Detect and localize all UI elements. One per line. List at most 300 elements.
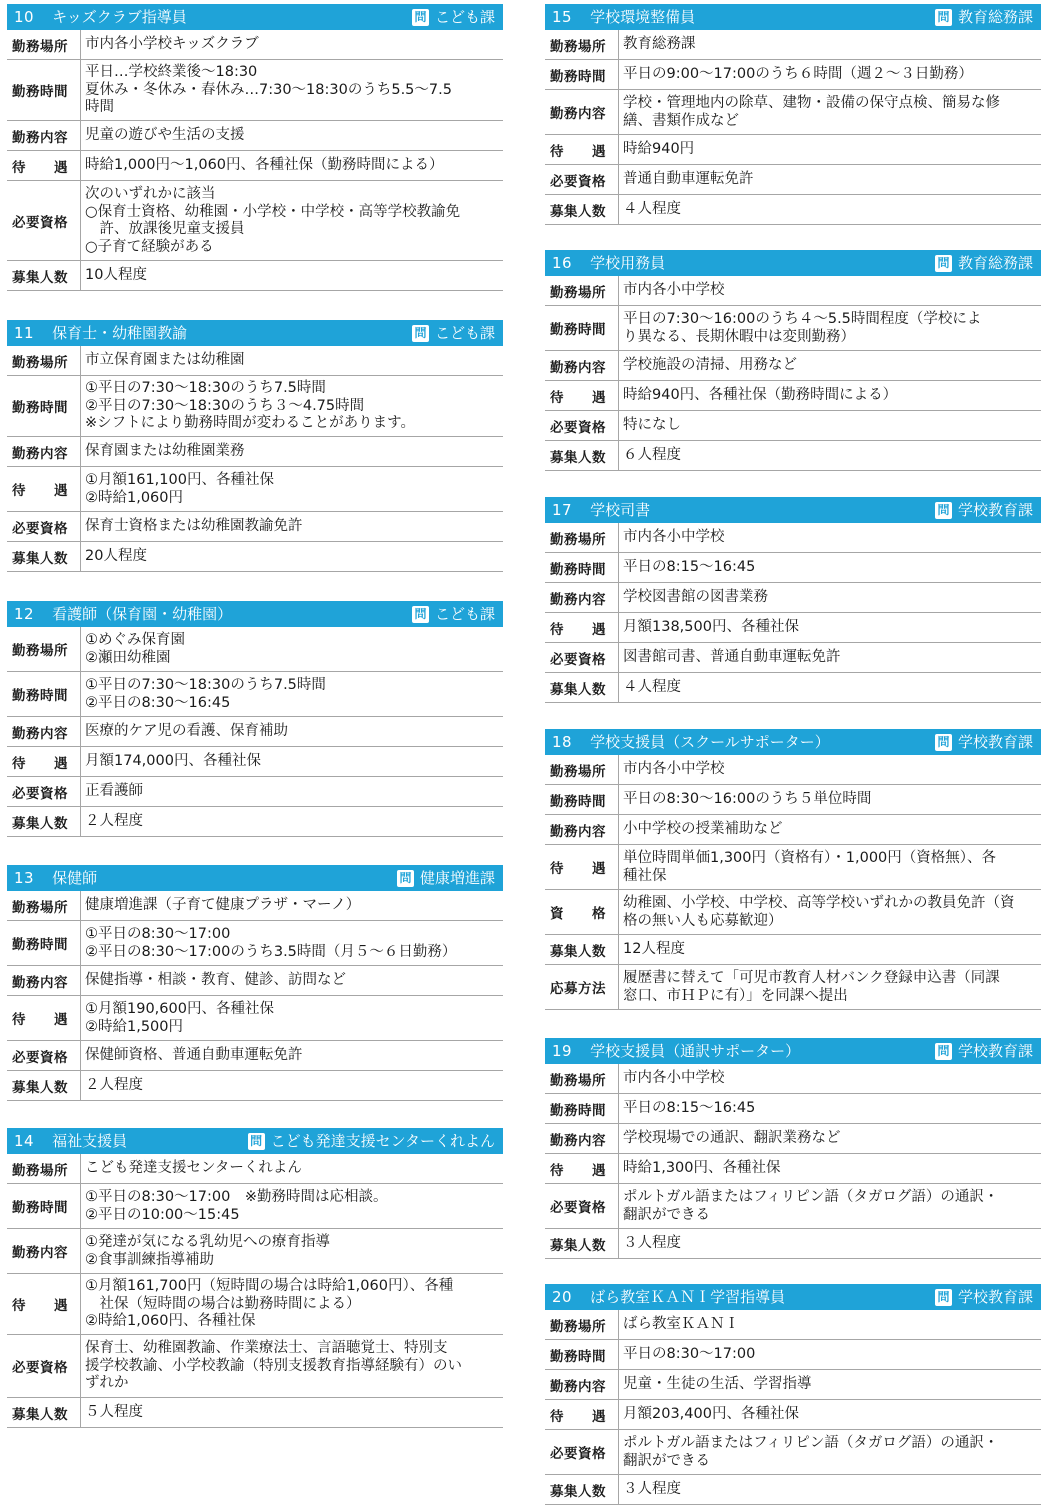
- job-title: 保育士・幼稚園教諭: [52, 324, 188, 342]
- row-label: 必要資格: [7, 512, 81, 541]
- contact-group: [397, 865, 495, 891]
- table-row: [7, 1398, 503, 1428]
- row-value: ばら教室ＫＡＮＩ: [623, 1316, 739, 1333]
- job-card: [7, 4, 503, 291]
- inquiry-icon: 問: [935, 255, 952, 272]
- row-value: 時給940円、各種社保（勤務時間による）: [623, 387, 898, 404]
- row-label: 勤務内容: [545, 815, 619, 844]
- job-card: [7, 601, 503, 837]
- table-row: [7, 672, 503, 717]
- job-number: 18: [552, 733, 573, 751]
- contact-group: [412, 601, 495, 627]
- inquiry-icon: 問: [935, 1043, 952, 1060]
- row-value: 小中学校の授業補助など: [623, 821, 783, 838]
- row-label: 勤務場所: [545, 30, 619, 59]
- job-number: 19: [552, 1042, 573, 1060]
- row-value: ポルトガル語またはフィリピン語（タガログ語）の通訳・ 翻訳ができる: [623, 1435, 999, 1469]
- row-value: こども発達支援センターくれよん: [85, 1160, 302, 1177]
- table-row: [545, 381, 1041, 411]
- table-row: [7, 151, 503, 181]
- table-row: [545, 1310, 1041, 1340]
- row-label: 待 遇: [545, 845, 619, 889]
- table-row: [7, 1071, 503, 1101]
- job-title-group: [14, 320, 187, 346]
- row-value: 児童・生徒の生活、学習指導: [623, 1376, 812, 1393]
- job-card: [545, 1284, 1041, 1505]
- row-label: 勤務時間: [7, 376, 81, 436]
- contact-group: [412, 320, 495, 346]
- contact-group: [935, 250, 1033, 276]
- table-row: [545, 60, 1041, 90]
- job-title: キッズクラブ指導員: [52, 8, 187, 26]
- table-row: [545, 441, 1041, 471]
- job-title-group: [14, 4, 187, 30]
- row-value: 時給940円: [623, 141, 695, 158]
- row-value: ６人程度: [623, 447, 681, 464]
- row-label: 勤務場所: [545, 523, 619, 552]
- row-value: ①月額161,100円、各種社保 ②時給1,060円: [85, 472, 274, 506]
- job-number: 15: [552, 8, 573, 26]
- row-value: 市立保育園または幼稚園: [85, 352, 245, 369]
- row-label: 必要資格: [545, 165, 619, 194]
- table-row: [545, 643, 1041, 673]
- table-row: [7, 1041, 503, 1071]
- table-row: [545, 351, 1041, 381]
- table-row: [545, 965, 1041, 1010]
- row-value: 医療的ケア児の看護、保育補助: [85, 723, 288, 740]
- job-details-table: [7, 1154, 503, 1428]
- row-value: 保育士、幼稚園教諭、作業療法士、言語聴覚士、特別支 援学校教諭、小学校教諭（特別支援教育指導経験有）のい ずれか: [85, 1340, 462, 1392]
- row-label: 勤務内容: [545, 351, 619, 380]
- row-value: ３人程度: [623, 1481, 681, 1498]
- job-number: 16: [552, 254, 573, 272]
- row-value: 学校施設の清掃、用務など: [623, 357, 797, 374]
- job-title: 学校用務員: [590, 254, 666, 272]
- row-label: 勤務場所: [7, 891, 81, 920]
- table-row: [7, 996, 503, 1041]
- row-value: 健康増進課（子育て健康プラザ・マーノ）: [85, 897, 361, 914]
- table-row: [7, 512, 503, 542]
- job-title: ばら教室ＫＡＮＩ学習指導員: [590, 1288, 786, 1306]
- row-value: 普通自動車運転免許: [623, 171, 754, 188]
- row-value: 正看護師: [85, 783, 143, 800]
- contact-department: 学校教育課: [957, 501, 1033, 519]
- table-row: [545, 1475, 1041, 1505]
- table-row: [545, 523, 1041, 553]
- row-label: 勤務場所: [7, 30, 81, 59]
- row-value: ４人程度: [623, 201, 681, 218]
- table-row: [7, 777, 503, 807]
- row-label: 勤務内容: [7, 437, 81, 466]
- row-label: 勤務場所: [545, 1064, 619, 1093]
- row-label: 資 格: [545, 890, 619, 934]
- table-row: [7, 1335, 503, 1398]
- table-row: [545, 583, 1041, 613]
- job-header: [7, 865, 503, 891]
- table-row: [7, 121, 503, 151]
- row-value: 12人程度: [623, 941, 685, 958]
- row-label: 勤務場所: [545, 1310, 619, 1339]
- row-label: 勤務時間: [7, 921, 81, 965]
- table-row: [7, 627, 503, 672]
- row-label: 待 遇: [545, 613, 619, 642]
- job-details-table: [545, 30, 1041, 225]
- table-row: [7, 1274, 503, 1335]
- row-label: 勤務内容: [545, 1124, 619, 1153]
- table-row: [7, 921, 503, 966]
- table-row: [545, 553, 1041, 583]
- row-value: 平日の8:30～16:00のうち５単位時間: [623, 791, 872, 808]
- contact-group: [935, 4, 1033, 30]
- table-row: [545, 165, 1041, 195]
- row-label: 勤務内容: [7, 121, 81, 150]
- row-label: 募集人数: [7, 1398, 81, 1427]
- inquiry-icon: 問: [935, 1289, 952, 1306]
- row-value: ４人程度: [623, 679, 681, 696]
- row-label: 勤務時間: [7, 1184, 81, 1228]
- table-row: [545, 815, 1041, 845]
- table-row: [7, 181, 503, 261]
- table-row: [545, 935, 1041, 965]
- table-row: [545, 1184, 1041, 1229]
- table-row: [545, 1430, 1041, 1475]
- job-details-table: [545, 276, 1041, 471]
- contact-department: 学校教育課: [957, 1042, 1033, 1060]
- job-number: 14: [14, 1132, 35, 1150]
- job-card: [545, 1038, 1041, 1259]
- table-row: [545, 673, 1041, 703]
- row-value: ①平日の7:30～18:30のうち7.5時間 ②平日の8:30～16:45: [85, 677, 326, 711]
- contact-department: こども課: [434, 8, 495, 26]
- job-header: [545, 497, 1041, 523]
- job-header: [7, 601, 503, 627]
- row-value: 図書館司書、普通自動車運転免許: [623, 649, 841, 666]
- job-header: [7, 320, 503, 346]
- inquiry-icon: 問: [935, 9, 952, 26]
- row-label: 待 遇: [7, 996, 81, 1040]
- job-number: 10: [14, 8, 35, 26]
- row-value: 市内各小学校キッズクラブ: [85, 36, 259, 53]
- table-row: [7, 30, 503, 60]
- job-details-table: [545, 1310, 1041, 1505]
- job-title: 学校支援員（通訳サポーター）: [590, 1042, 801, 1060]
- row-value: 時給1,300円、各種社保: [623, 1160, 781, 1177]
- row-value: 履歴書に替えて「可児市教育人材バンク登録申込書（同課 窓口、市ＨＰに有）」を同課へ提出: [623, 970, 1000, 1004]
- job-title-group: [552, 250, 665, 276]
- inquiry-icon: 問: [412, 325, 429, 342]
- inquiry-icon: 問: [935, 502, 952, 519]
- table-row: [7, 1229, 503, 1274]
- row-label: 必要資格: [545, 1430, 619, 1474]
- table-row: [7, 891, 503, 921]
- row-label: 勤務内容: [545, 583, 619, 612]
- row-label: 募集人数: [7, 807, 81, 836]
- row-label: 待 遇: [7, 467, 81, 511]
- table-row: [7, 966, 503, 996]
- row-value: ①発達が気になる乳幼児への療育指導 ②食事訓練指導補助: [85, 1234, 330, 1268]
- contact-department: 教育総務課: [957, 254, 1033, 272]
- job-title-group: [552, 497, 650, 523]
- row-value: 保健指導・相談・教育、健診、訪問など: [85, 972, 346, 989]
- row-value: 次のいずれかに該当 ○保育士資格、幼稚園・小学校・中学校・高等学校教諭免 許、放課後児童支援員 ○子育て経験がある: [85, 186, 461, 255]
- row-label: 勤務内容: [7, 966, 81, 995]
- row-label: 必要資格: [7, 181, 81, 260]
- job-number: 13: [14, 869, 35, 887]
- job-header: [545, 729, 1041, 755]
- row-value: 月額174,000円、各種社保: [85, 753, 261, 770]
- row-label: 募集人数: [545, 935, 619, 964]
- contact-department: こども発達支援センターくれよん: [270, 1132, 495, 1150]
- row-label: 募集人数: [545, 1475, 619, 1504]
- contact-group: [412, 4, 495, 30]
- job-title: 学校環境整備員: [590, 8, 696, 26]
- table-row: [7, 1154, 503, 1184]
- job-details-table: [545, 1064, 1041, 1259]
- row-value: ポルトガル語またはフィリピン語（タガログ語）の通訳・ 翻訳ができる: [623, 1189, 999, 1223]
- row-label: 募集人数: [545, 441, 619, 470]
- row-label: 勤務時間: [545, 553, 619, 582]
- row-label: 募集人数: [7, 1071, 81, 1100]
- row-value: 平日の8:30～17:00: [623, 1346, 756, 1363]
- job-details-table: [7, 346, 503, 572]
- job-title-group: [552, 1038, 800, 1064]
- table-row: [545, 1124, 1041, 1154]
- row-label: 勤務時間: [545, 306, 619, 350]
- row-value: 月額203,400円、各種社保: [623, 1406, 799, 1423]
- row-value: ５人程度: [85, 1404, 143, 1421]
- job-title: 学校支援員（スクールサポーター）: [590, 733, 830, 751]
- row-value: ①めぐみ保育園 ②瀬田幼稚園: [85, 632, 185, 666]
- job-title: 保健師: [52, 869, 98, 887]
- job-card: [7, 320, 503, 572]
- row-value: ２人程度: [85, 1077, 143, 1094]
- row-value: ①月額190,600円、各種社保 ②時給1,500円: [85, 1001, 274, 1035]
- row-value: 時給1,000円～1,060円、各種社保（勤務時間による）: [85, 157, 444, 174]
- table-row: [545, 785, 1041, 815]
- row-value: 学校図書館の図書業務: [623, 589, 768, 606]
- row-value: 月額138,500円、各種社保: [623, 619, 799, 636]
- table-row: [545, 1370, 1041, 1400]
- row-value: 保育士資格または幼稚園教諭免許: [85, 518, 303, 535]
- table-row: [545, 1154, 1041, 1184]
- table-row: [545, 135, 1041, 165]
- job-card: [7, 1128, 503, 1428]
- row-value: ①月額161,700円（短時間の場合は時給1,060円）、各種 社保（短時間の場合は勤務時間による） ②時給1,060円、各種社保: [85, 1278, 454, 1330]
- row-label: 勤務場所: [545, 755, 619, 784]
- row-value: ①平日の8:30～17:00 ②平日の8:30～17:00のうち3.5時間（月５～６日勤務）: [85, 926, 457, 960]
- row-value: 教育総務課: [623, 36, 696, 53]
- contact-group: [935, 1284, 1033, 1310]
- row-label: 勤務時間: [7, 672, 81, 716]
- job-title-group: [14, 1128, 127, 1154]
- job-header: [545, 4, 1041, 30]
- row-label: 待 遇: [7, 151, 81, 180]
- row-label: 待 遇: [7, 1274, 81, 1334]
- row-label: 勤務時間: [545, 1094, 619, 1123]
- row-label: 待 遇: [7, 747, 81, 776]
- row-label: 待 遇: [545, 1154, 619, 1183]
- job-title-group: [552, 4, 695, 30]
- job-card: [545, 4, 1041, 225]
- row-value: 幼稚園、小学校、中学校、高等学校いずれかの教員免許（資 格の無い人も応募歓迎）: [623, 895, 1015, 929]
- inquiry-icon: 問: [248, 1133, 265, 1150]
- row-value: ①平日の7:30～18:30のうち7.5時間 ②平日の7:30～18:30のうち３～4.75時間 ※シフトにより勤務時間が変わることがあります。: [85, 380, 415, 432]
- table-row: [545, 306, 1041, 351]
- row-value: 市内各小中学校: [623, 1070, 725, 1087]
- table-row: [545, 276, 1041, 306]
- table-row: [7, 346, 503, 376]
- job-title-group: [14, 601, 232, 627]
- job-details-table: [545, 523, 1041, 703]
- row-label: 勤務内容: [545, 90, 619, 134]
- table-row: [7, 467, 503, 512]
- row-value: 保育園または幼稚園業務: [85, 443, 245, 460]
- job-title: 福祉支援員: [52, 1132, 128, 1150]
- contact-group: [935, 497, 1033, 523]
- row-label: 待 遇: [545, 381, 619, 410]
- row-value: 市内各小中学校: [623, 529, 725, 546]
- contact-group: [935, 1038, 1033, 1064]
- table-row: [545, 613, 1041, 643]
- row-label: 募集人数: [545, 195, 619, 224]
- row-label: 待 遇: [545, 135, 619, 164]
- row-label: 待 遇: [545, 1400, 619, 1429]
- job-title-group: [14, 865, 97, 891]
- table-row: [545, 1400, 1041, 1430]
- job-details-table: [7, 891, 503, 1101]
- job-header: [7, 4, 503, 30]
- row-value: 平日…学校終業後～18:30 夏休み・冬休み・春休み…7:30～18:30のうち5.5～7.5 時間: [85, 64, 452, 116]
- table-row: [7, 1184, 503, 1229]
- row-label: 勤務内容: [7, 1229, 81, 1273]
- table-row: [545, 411, 1041, 441]
- table-row: [7, 747, 503, 777]
- contact-department: 学校教育課: [957, 733, 1033, 751]
- job-header: [545, 1038, 1041, 1064]
- job-number: 12: [14, 605, 35, 623]
- row-label: 募集人数: [7, 542, 81, 571]
- row-label: 募集人数: [545, 673, 619, 702]
- job-header: [545, 1284, 1041, 1310]
- row-label: 募集人数: [7, 261, 81, 290]
- row-label: 勤務場所: [7, 1154, 81, 1183]
- row-value: 市内各小中学校: [623, 282, 725, 299]
- row-value: 平日の9:00～17:00のうち６時間（週２～３日勤務）: [623, 66, 973, 83]
- row-value: 児童の遊びや生活の支援: [85, 127, 245, 144]
- job-details-table: [7, 627, 503, 837]
- contact-department: 教育総務課: [957, 8, 1033, 26]
- table-row: [545, 890, 1041, 935]
- row-value: 市内各小中学校: [623, 761, 725, 778]
- table-row: [545, 30, 1041, 60]
- row-value: 学校・管理地内の除草、建物・設備の保守点検、簡易な修 繕、書類作成など: [623, 95, 1000, 129]
- table-row: [545, 845, 1041, 890]
- row-value: 平日の7:30～16:00のうち４～5.5時間程度（学校によ り異なる、長期休暇中は変則勤務）: [623, 311, 982, 345]
- table-row: [545, 1094, 1041, 1124]
- inquiry-icon: 問: [397, 870, 414, 887]
- inquiry-icon: 問: [412, 9, 429, 26]
- row-label: 勤務場所: [545, 276, 619, 305]
- table-row: [545, 1229, 1041, 1259]
- row-label: 勤務内容: [7, 717, 81, 746]
- row-label: 募集人数: [545, 1229, 619, 1258]
- table-row: [545, 195, 1041, 225]
- contact-group: [935, 729, 1033, 755]
- row-label: 必要資格: [7, 777, 81, 806]
- job-details-table: [7, 30, 503, 291]
- inquiry-icon: 問: [412, 606, 429, 623]
- job-number: 20: [552, 1288, 573, 1306]
- job-number: 11: [14, 324, 35, 342]
- table-row: [7, 717, 503, 747]
- row-value: 特になし: [623, 417, 681, 434]
- table-row: [545, 1340, 1041, 1370]
- contact-department: こども課: [434, 324, 495, 342]
- job-number: 17: [552, 501, 573, 519]
- row-label: 勤務時間: [7, 60, 81, 120]
- contact-department: 学校教育課: [957, 1288, 1033, 1306]
- job-details-table: [545, 755, 1041, 1010]
- row-label: 必要資格: [545, 643, 619, 672]
- inquiry-icon: 問: [935, 734, 952, 751]
- row-label: 必要資格: [7, 1335, 81, 1397]
- row-label: 勤務時間: [545, 60, 619, 89]
- job-header: [545, 250, 1041, 276]
- job-card: [545, 497, 1041, 703]
- table-row: [545, 1064, 1041, 1094]
- row-value: 平日の8:15～16:45: [623, 1100, 756, 1117]
- row-value: 10人程度: [85, 267, 147, 284]
- row-value: 学校現場での通訳、翻訳業務など: [623, 1130, 841, 1147]
- row-label: 応募方法: [545, 965, 619, 1009]
- table-row: [7, 437, 503, 467]
- row-label: 勤務場所: [7, 346, 81, 375]
- row-value: 20人程度: [85, 548, 147, 565]
- contact-group: [248, 1128, 495, 1154]
- table-row: [7, 807, 503, 837]
- table-row: [545, 90, 1041, 135]
- contact-department: 健康増進課: [419, 869, 495, 887]
- row-label: 勤務時間: [545, 1340, 619, 1369]
- row-label: 必要資格: [545, 1184, 619, 1228]
- table-row: [7, 542, 503, 572]
- job-title: 看護師（保育園・幼稚園）: [52, 605, 233, 623]
- job-card: [7, 865, 503, 1101]
- row-value: ①平日の8:30～17:00 ※勤務時間は応相談。 ②平日の10:00～15:45: [85, 1189, 388, 1223]
- table-row: [7, 261, 503, 291]
- table-row: [7, 376, 503, 437]
- row-label: 必要資格: [7, 1041, 81, 1070]
- row-label: 必要資格: [545, 411, 619, 440]
- job-title-group: [552, 729, 830, 755]
- row-label: 勤務時間: [545, 785, 619, 814]
- table-row: [545, 755, 1041, 785]
- row-label: 勤務内容: [545, 1370, 619, 1399]
- job-card: [545, 250, 1041, 471]
- row-label: 勤務場所: [7, 627, 81, 671]
- table-row: [7, 60, 503, 121]
- job-title-group: [552, 1284, 785, 1310]
- row-value: 平日の8:15～16:45: [623, 559, 756, 576]
- row-value: ２人程度: [85, 813, 143, 830]
- contact-department: こども課: [434, 605, 495, 623]
- row-value: 単位時間単価1,300円（資格有）・1,000円（資格無）、各 種社保: [623, 850, 997, 884]
- job-card: [545, 729, 1041, 1010]
- row-value: 保健師資格、普通自動車運転免許: [85, 1047, 303, 1064]
- job-title: 学校司書: [590, 501, 651, 519]
- row-value: ３人程度: [623, 1235, 681, 1252]
- job-header: [7, 1128, 503, 1154]
